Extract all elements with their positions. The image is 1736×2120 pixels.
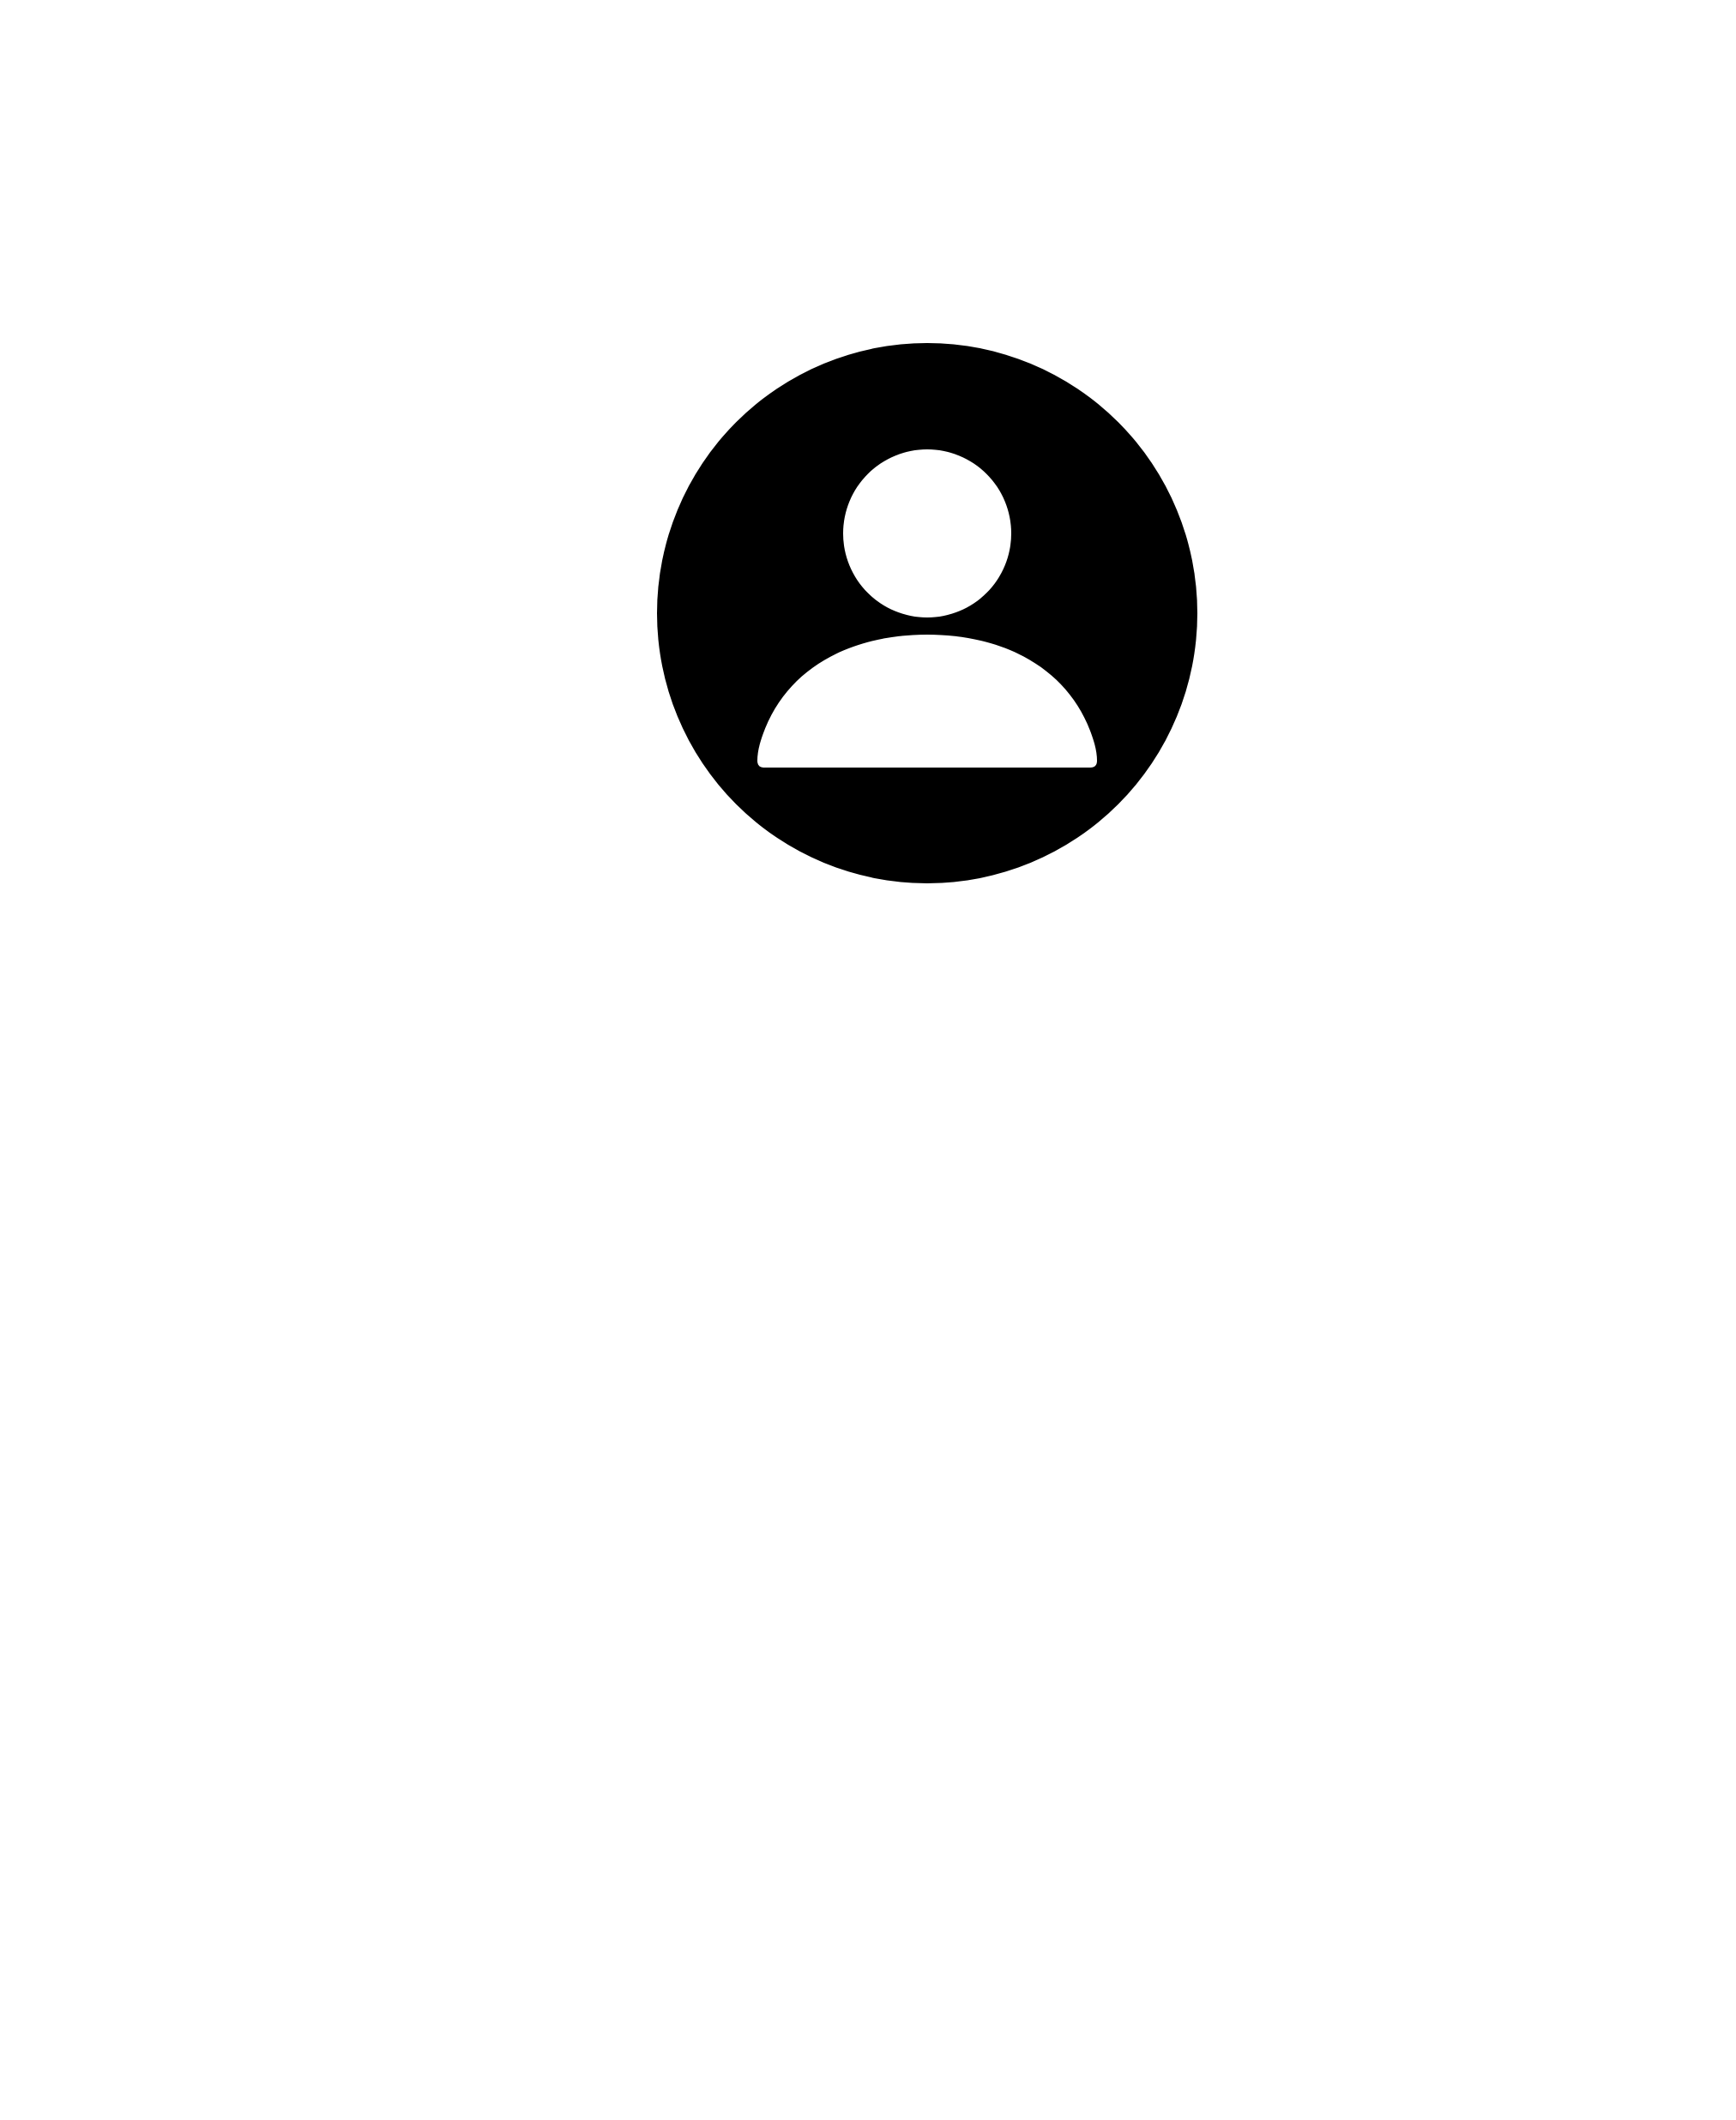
avatar-head [843,449,1011,617]
account-circle-icon [657,343,1197,883]
avatar [657,343,1197,883]
